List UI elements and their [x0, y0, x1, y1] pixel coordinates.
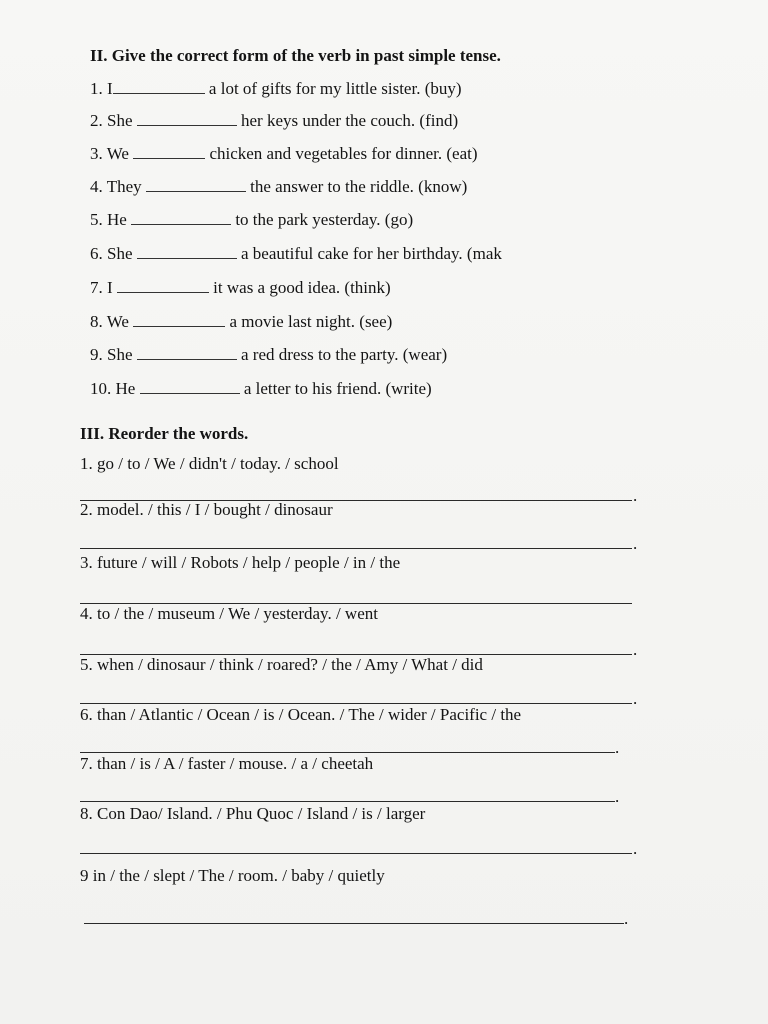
verb-question-10 [90, 379, 432, 399]
question-number: 4. They [90, 177, 142, 196]
period-mark: . [624, 909, 629, 928]
answer-line[interactable] [84, 923, 624, 924]
verb-question-1 [90, 79, 462, 99]
answer-blank[interactable] [131, 210, 231, 225]
reorder-question-4: 4. to / the / museum / We / yesterday. / went [80, 604, 378, 623]
answer-blank[interactable] [140, 379, 240, 394]
question-text: a red dress to the party. (wear) [241, 345, 448, 364]
verb-question-5 [90, 210, 413, 230]
question-number: 2. She [90, 111, 133, 130]
question-text: to the park yesterday. (go) [235, 210, 414, 229]
verb-question-4 [90, 177, 467, 197]
verb-question-7 [90, 278, 391, 298]
verb-question-6 [90, 244, 502, 264]
reorder-question-1: 1. go / to / We / didn't / today. / school [80, 454, 339, 473]
question-text: chicken and vegetables for dinner. (eat) [209, 144, 478, 163]
verb-question-9 [90, 345, 447, 365]
answer-line[interactable] [80, 801, 615, 802]
section-3-title: III. Reorder the words. [80, 424, 249, 443]
answer-blank[interactable] [133, 144, 205, 159]
question-text: the answer to the riddle. (know) [250, 177, 468, 196]
period-mark: . [633, 839, 638, 858]
question-number: 8. We [90, 312, 129, 331]
reorder-question-5: 5. when / dinosaur / think / roared? / the / Amy / What / did [80, 655, 483, 674]
answer-line[interactable] [80, 853, 632, 854]
question-number: 7. I [90, 278, 113, 297]
verb-question-2 [90, 111, 458, 131]
answer-blank[interactable] [137, 244, 237, 259]
question-number: 5. He [90, 210, 127, 229]
answer-blank[interactable] [137, 111, 237, 126]
question-text: a lot of gifts for my little sister. (buy) [208, 79, 462, 98]
answer-blank[interactable] [117, 278, 209, 293]
question-number: 3. We [90, 144, 129, 163]
answer-line[interactable] [80, 703, 632, 704]
question-number: 9. She [90, 345, 133, 364]
answer-blank[interactable] [133, 312, 225, 327]
answer-blank[interactable] [146, 177, 246, 192]
period-mark: . [633, 640, 638, 659]
reorder-question-9: 9 in / the / slept / The / room. / baby / quietly [80, 866, 385, 885]
period-mark: . [633, 689, 638, 708]
reorder-question-7: 7. than / is / A / faster / mouse. / a / cheetah [80, 754, 374, 773]
period-mark: . [633, 534, 638, 553]
question-number: 6. She [90, 244, 133, 263]
reorder-question-2: 2. model. / this / I / bought / dinosaur [80, 500, 333, 519]
question-text: a movie last night. (see) [229, 312, 393, 331]
answer-line[interactable] [80, 752, 615, 753]
answer-blank[interactable] [113, 79, 205, 94]
answer-blank[interactable] [137, 345, 237, 360]
question-text: a letter to his friend. (write) [243, 379, 432, 398]
reorder-question-8: 8. Con Dao/ Island. / Phu Quoc / Island / is / larger [80, 804, 426, 823]
verb-question-3 [90, 144, 478, 164]
question-text: her keys under the couch. (find) [241, 111, 459, 130]
period-mark: . [615, 787, 620, 806]
question-number: 10. He [90, 379, 136, 398]
reorder-question-6: 6. than / Atlantic / Ocean / is / Ocean. / The / wider / Pacific / the [80, 705, 522, 724]
section-2-title: II. Give the correct form of the verb in past simple tense. [90, 46, 501, 65]
question-text: it was a good idea. (think) [213, 278, 391, 297]
answer-line[interactable] [80, 548, 632, 549]
question-number: 1. I [90, 79, 113, 98]
period-mark: . [633, 486, 638, 505]
verb-question-8 [90, 312, 392, 332]
question-text: a beautiful cake for her birthday. (mak [241, 244, 502, 263]
period-mark: . [615, 738, 620, 757]
reorder-question-3: 3. future / will / Robots / help / people / in / the [80, 553, 401, 572]
